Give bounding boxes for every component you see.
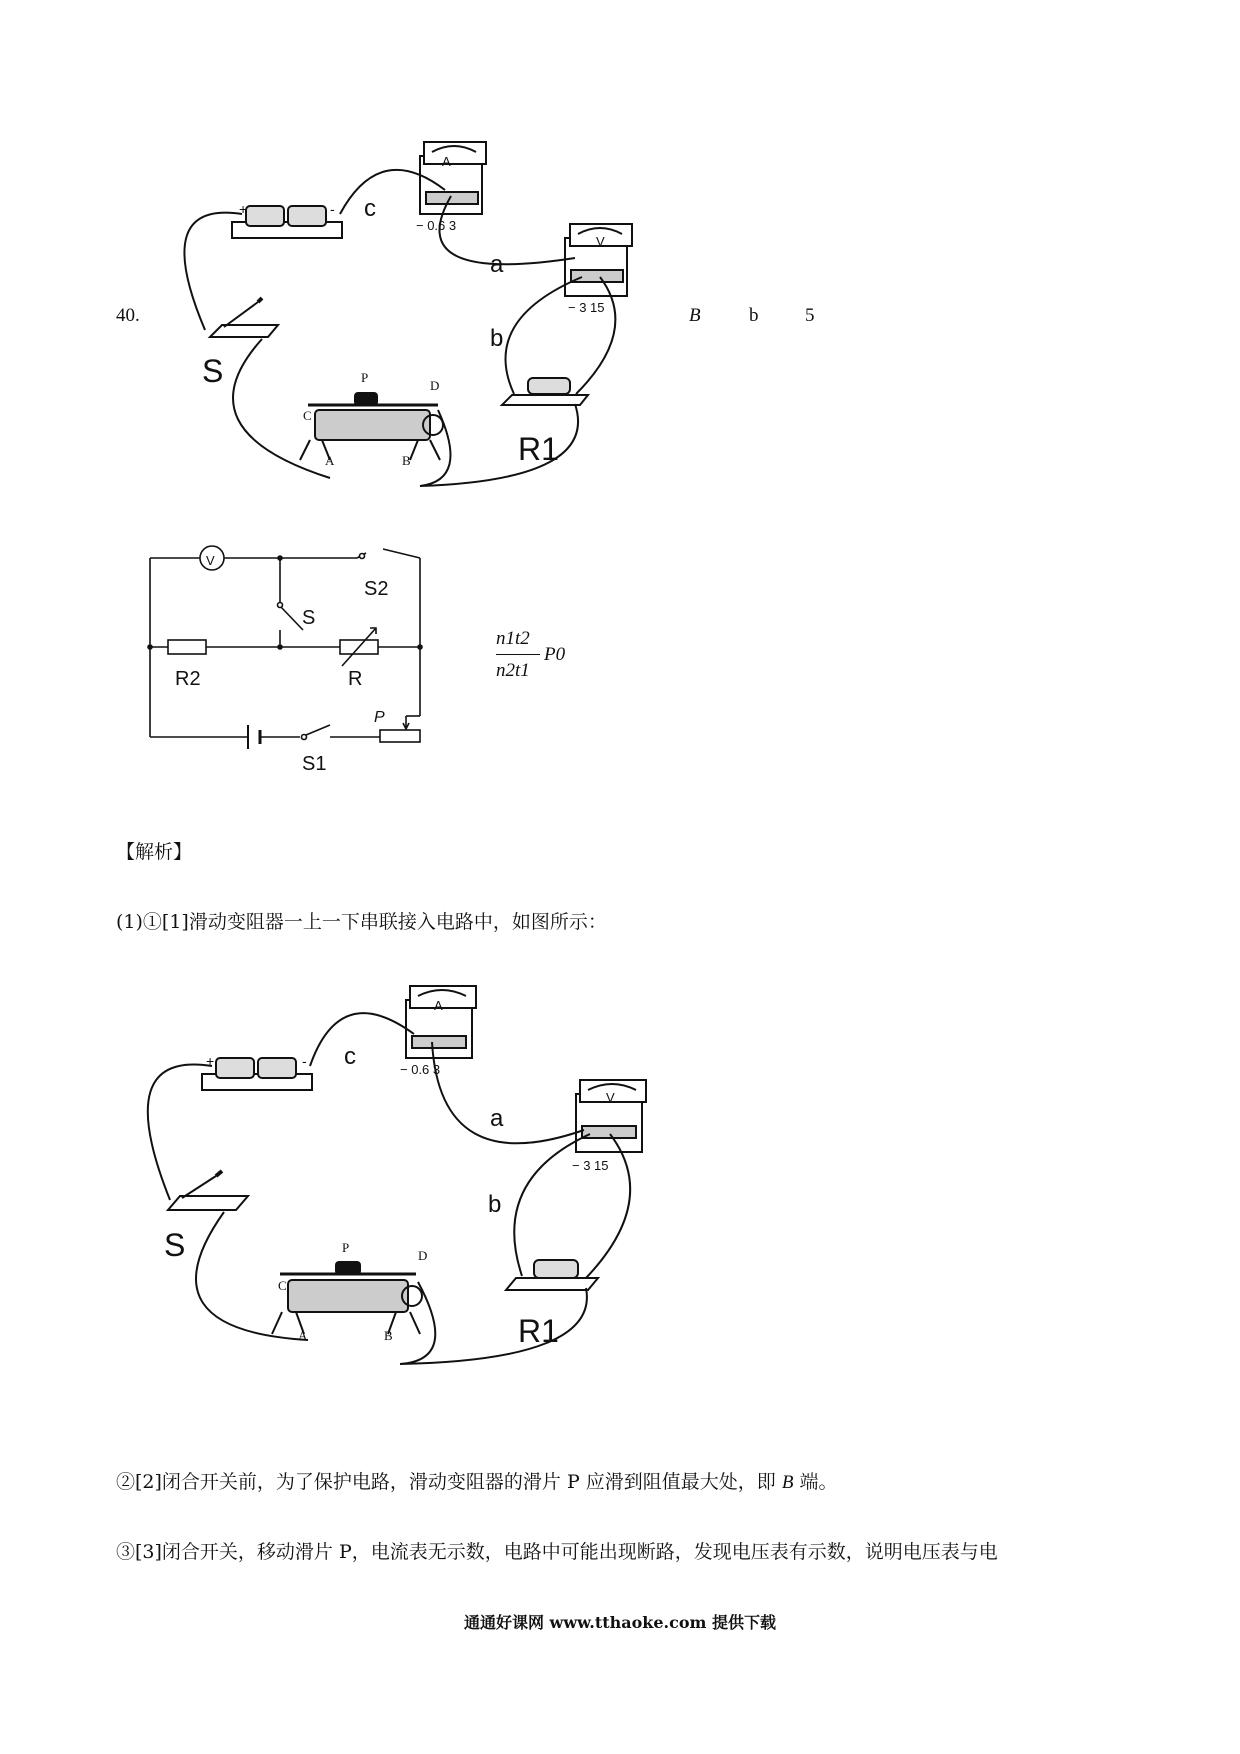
ammeter-symbol-2: A (434, 998, 443, 1013)
circuit-switch-s1: S1 (302, 753, 327, 775)
rheostat-label-a: A (325, 453, 335, 468)
ammeter-scale: − 0.6 3 (416, 218, 457, 233)
rheostat-label-p: P (361, 370, 369, 385)
answer-blank-3: 5 (805, 305, 815, 326)
answer-blank-1: B (689, 305, 701, 326)
voltmeter-scale-2: − 3 15 (572, 1158, 609, 1173)
rheostat-label-p-2: P (342, 1240, 350, 1255)
wire-label-b: b (490, 325, 504, 352)
circuit-resistor-r2: R2 (175, 668, 201, 690)
analysis-paragraph-2-end: B (781, 1472, 794, 1493)
circuit-voltmeter: V (206, 553, 215, 568)
formula-denominator: n2t1 (496, 660, 530, 681)
analysis-heading: 【解析】 (116, 841, 193, 863)
battery-minus-label: - (330, 201, 335, 217)
resistor-label-r1-2: R1 (518, 1313, 559, 1349)
wire-label-a: a (490, 251, 504, 278)
formula-suffix: P0 (544, 644, 566, 665)
analysis-paragraph-1: (1)①[1]滑动变阻器一上一下串联接入电路中，如图所示： (116, 911, 607, 933)
rheostat-label-a-2: A (298, 1328, 308, 1343)
switch-label-s: S (202, 353, 224, 389)
voltmeter-symbol: V (596, 234, 605, 249)
analysis-paragraph-2-text: ②[2]闭合开关前，为了保护电路，滑动变阻器的滑片 P 应滑到阻值最大处，即 (116, 1471, 782, 1493)
wire-label-c: c (364, 195, 376, 222)
circuit-slider-p: P (374, 709, 385, 726)
resistor-label-r1: R1 (518, 431, 559, 467)
question-number: 40. (116, 305, 140, 326)
battery-plus-label: + (239, 201, 248, 217)
wire-label-b-2: b (488, 1191, 502, 1218)
rheostat-label-b-2: B (384, 1328, 393, 1343)
switch-label-s-2: S (164, 1227, 186, 1263)
rheostat-label-c: C (303, 408, 312, 423)
battery-plus-label-2: + (206, 1053, 215, 1069)
answer-blank-2: b (749, 305, 759, 326)
formula-numerator: n1t2 (496, 628, 530, 649)
analysis-paragraph-2-suffix: 端。 (793, 1471, 838, 1493)
ammeter-scale-2: − 0.6 3 (400, 1062, 441, 1077)
voltmeter-symbol-2: V (606, 1090, 615, 1105)
battery-minus-label-2: - (302, 1053, 307, 1069)
rheostat-label-c-2: C (278, 1278, 287, 1293)
analysis-paragraph-2 (116, 1468, 837, 1497)
rheostat-label-d: D (430, 378, 440, 393)
wire-label-c-2: c (344, 1043, 356, 1070)
rheostat-label-b: B (402, 453, 411, 468)
wire-label-a-2: a (490, 1105, 504, 1132)
circuit-resistor-r: R (348, 668, 363, 690)
circuit-switch-s2: S2 (364, 578, 389, 600)
ammeter-symbol: A (442, 154, 451, 169)
voltmeter-scale: − 3 15 (568, 300, 605, 315)
circuit-switch-s: S (302, 607, 316, 629)
analysis-paragraph-3: ③[3]闭合开关，移动滑片 P，电流表无示数，电路中可能出现断路，发现电压表有示数，说明电压表与电 (116, 1541, 998, 1563)
rheostat-label-d-2: D (418, 1248, 428, 1263)
page-footer: 通通好课网 www.tthaoke.com 提供下载 (463, 1613, 777, 1632)
